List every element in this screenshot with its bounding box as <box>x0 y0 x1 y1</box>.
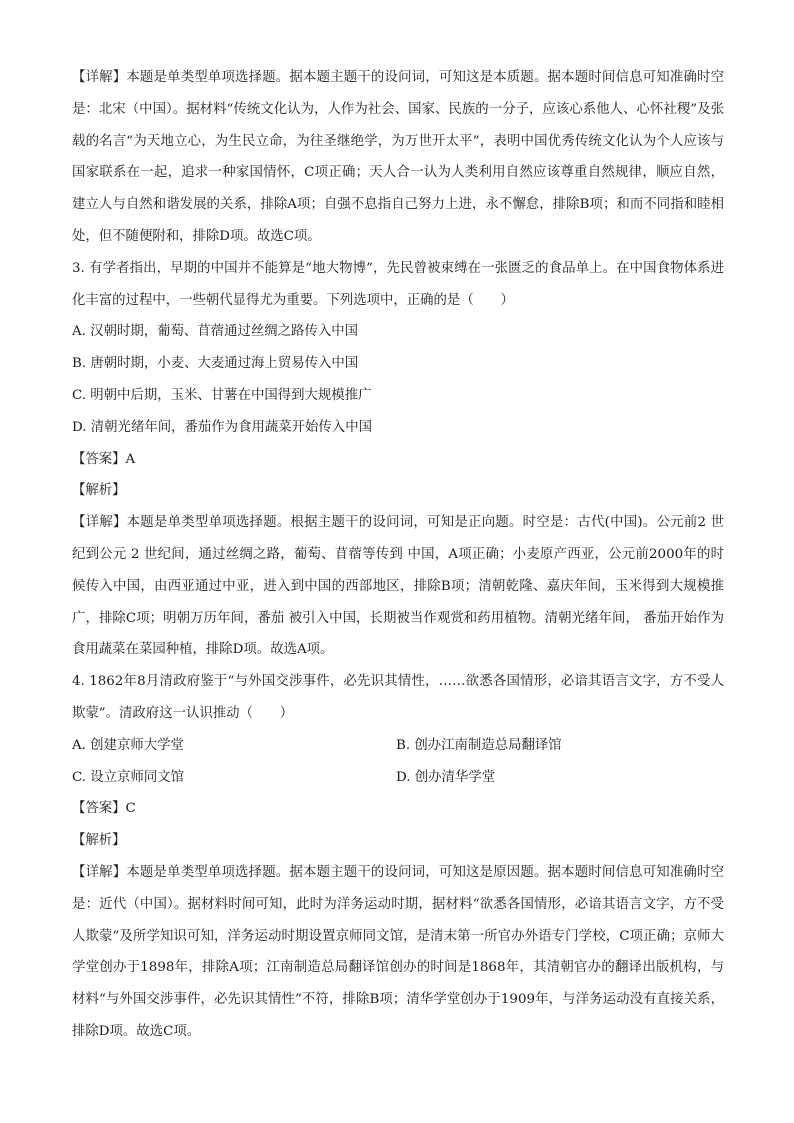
q4-options-row-2 <box>72 762 724 794</box>
q4-options-row-1 <box>72 730 724 762</box>
q4-option-a: A. 创建京师大学堂 <box>72 737 184 753</box>
q4-option-c: C. 设立京师同文馆 <box>72 769 185 785</box>
q4-detail: 【详解】本题是单类型单项选择题。据本题主题干的设问词，可知这是原因题。据本题时间信息可知准确时空是：近代（中国）。据材料时间可知，此时为洋务运动时期，据材料“欲悉各国情形，必谙其语言文字，方不受人欺蒙”及所学知识可知，洋务运动时期设置京师同文馆，是清末第一所官办外语专门学校，C项正确；京师大学堂创办于1898年，排除A项；江南制造总局翻译馆创办的时间是1868年，其清朝官办的翻译出版机构，与材料“与外国交涉事件，必先识其情性”不符，排除B项；清华学堂创办于1909年，与洋务运动没有直接关系，排除D项。故选C项。 <box>72 864 724 1039</box>
q4-option-d: D. 创办清华学堂 <box>396 769 496 785</box>
q3-option-d: D. 清朝光绪年间，番茄作为食用蔬菜开始传入中国 <box>72 419 372 435</box>
q3-stem: 3. 有学者指出，早期的中国并不能算是“地大物博”，先民曾被束缚在一张匮乏的食品单上。在中国食物体系进化丰富的过程中，一些朝代显得尤为重要。下列选项中，正确的是（ ） <box>72 260 724 308</box>
document-page <box>72 62 724 1048</box>
q3-analysis-label: 【解析】 <box>72 483 126 499</box>
q2-detail: 【详解】本题是单类型单项选择题。据本题主题干的设问词，可知这是本质题。据本题时间信息可知准确时空是：北宋（中国）。据材料“传统文化认为，人作为社会、国家、民族的一分子，应该心系他人、心怀社稷”及张载的名言“为天地立心，为生民立命，为往圣继绝学，为万世开太平”，表明中国优秀传统文化认为个人应该与国家联系在一起，追求一种家国情怀，C项正确；天人合一认为人类利用自然应该尊重自然规律，顺应自然，建立人与自然和谐发展的关系，排除A项；自强不息指自己努力上进，永不懈怠，排除B项；和而不同指和睦相处，但不随便附和，排除D项。故选C项。 <box>72 70 724 244</box>
q4-option-b: B. 创办江南制造总局翻译馆 <box>396 737 562 753</box>
q3-option-a: A. 汉朝时期，葡萄、苜蓿通过丝绸之路传入中国 <box>72 324 358 340</box>
q4-stem: 4. 1862年8月清政府鉴于“与外国交涉事件，必先识其情性，……欲悉各国情形，必谙其语言文字，方不受人欺蒙”。清政府这一认识推动（ ） <box>72 674 724 721</box>
q3-answer: 【答案】A <box>72 451 136 467</box>
q4-analysis-label: 【解析】 <box>72 833 126 849</box>
q3-option-c: C. 明朝中后期，玉米、甘薯在中国得到大规模推广 <box>72 387 372 403</box>
q3-detail: 【详解】本题是单类型单项选择题。根据主题干的设问词，可知是正向题。时空是：古代(中国)。公元前2 世纪到公元 2 世纪间，通过丝绸之路，葡萄、苜蓿等传到 中国，A项正确；小麦原产西亚，公元前2000年的时候传入中国，由西亚通过中亚，进入到中国的西部地区，排除B项；清朝乾隆、嘉庆年间，玉米得到大规模推广，排除C项；明朝万历年间，番茄 被引入中国，长期被当作观赏和药用植物。清朝光绪年间， 番茄开始作为食用蔬菜在菜园种植，排除D项。故选A项。 <box>72 515 724 658</box>
q4-answer: 【答案】C <box>72 801 136 817</box>
q3-option-b: B. 唐朝时期，小麦、大麦通过海上贸易传入中国 <box>72 356 359 372</box>
